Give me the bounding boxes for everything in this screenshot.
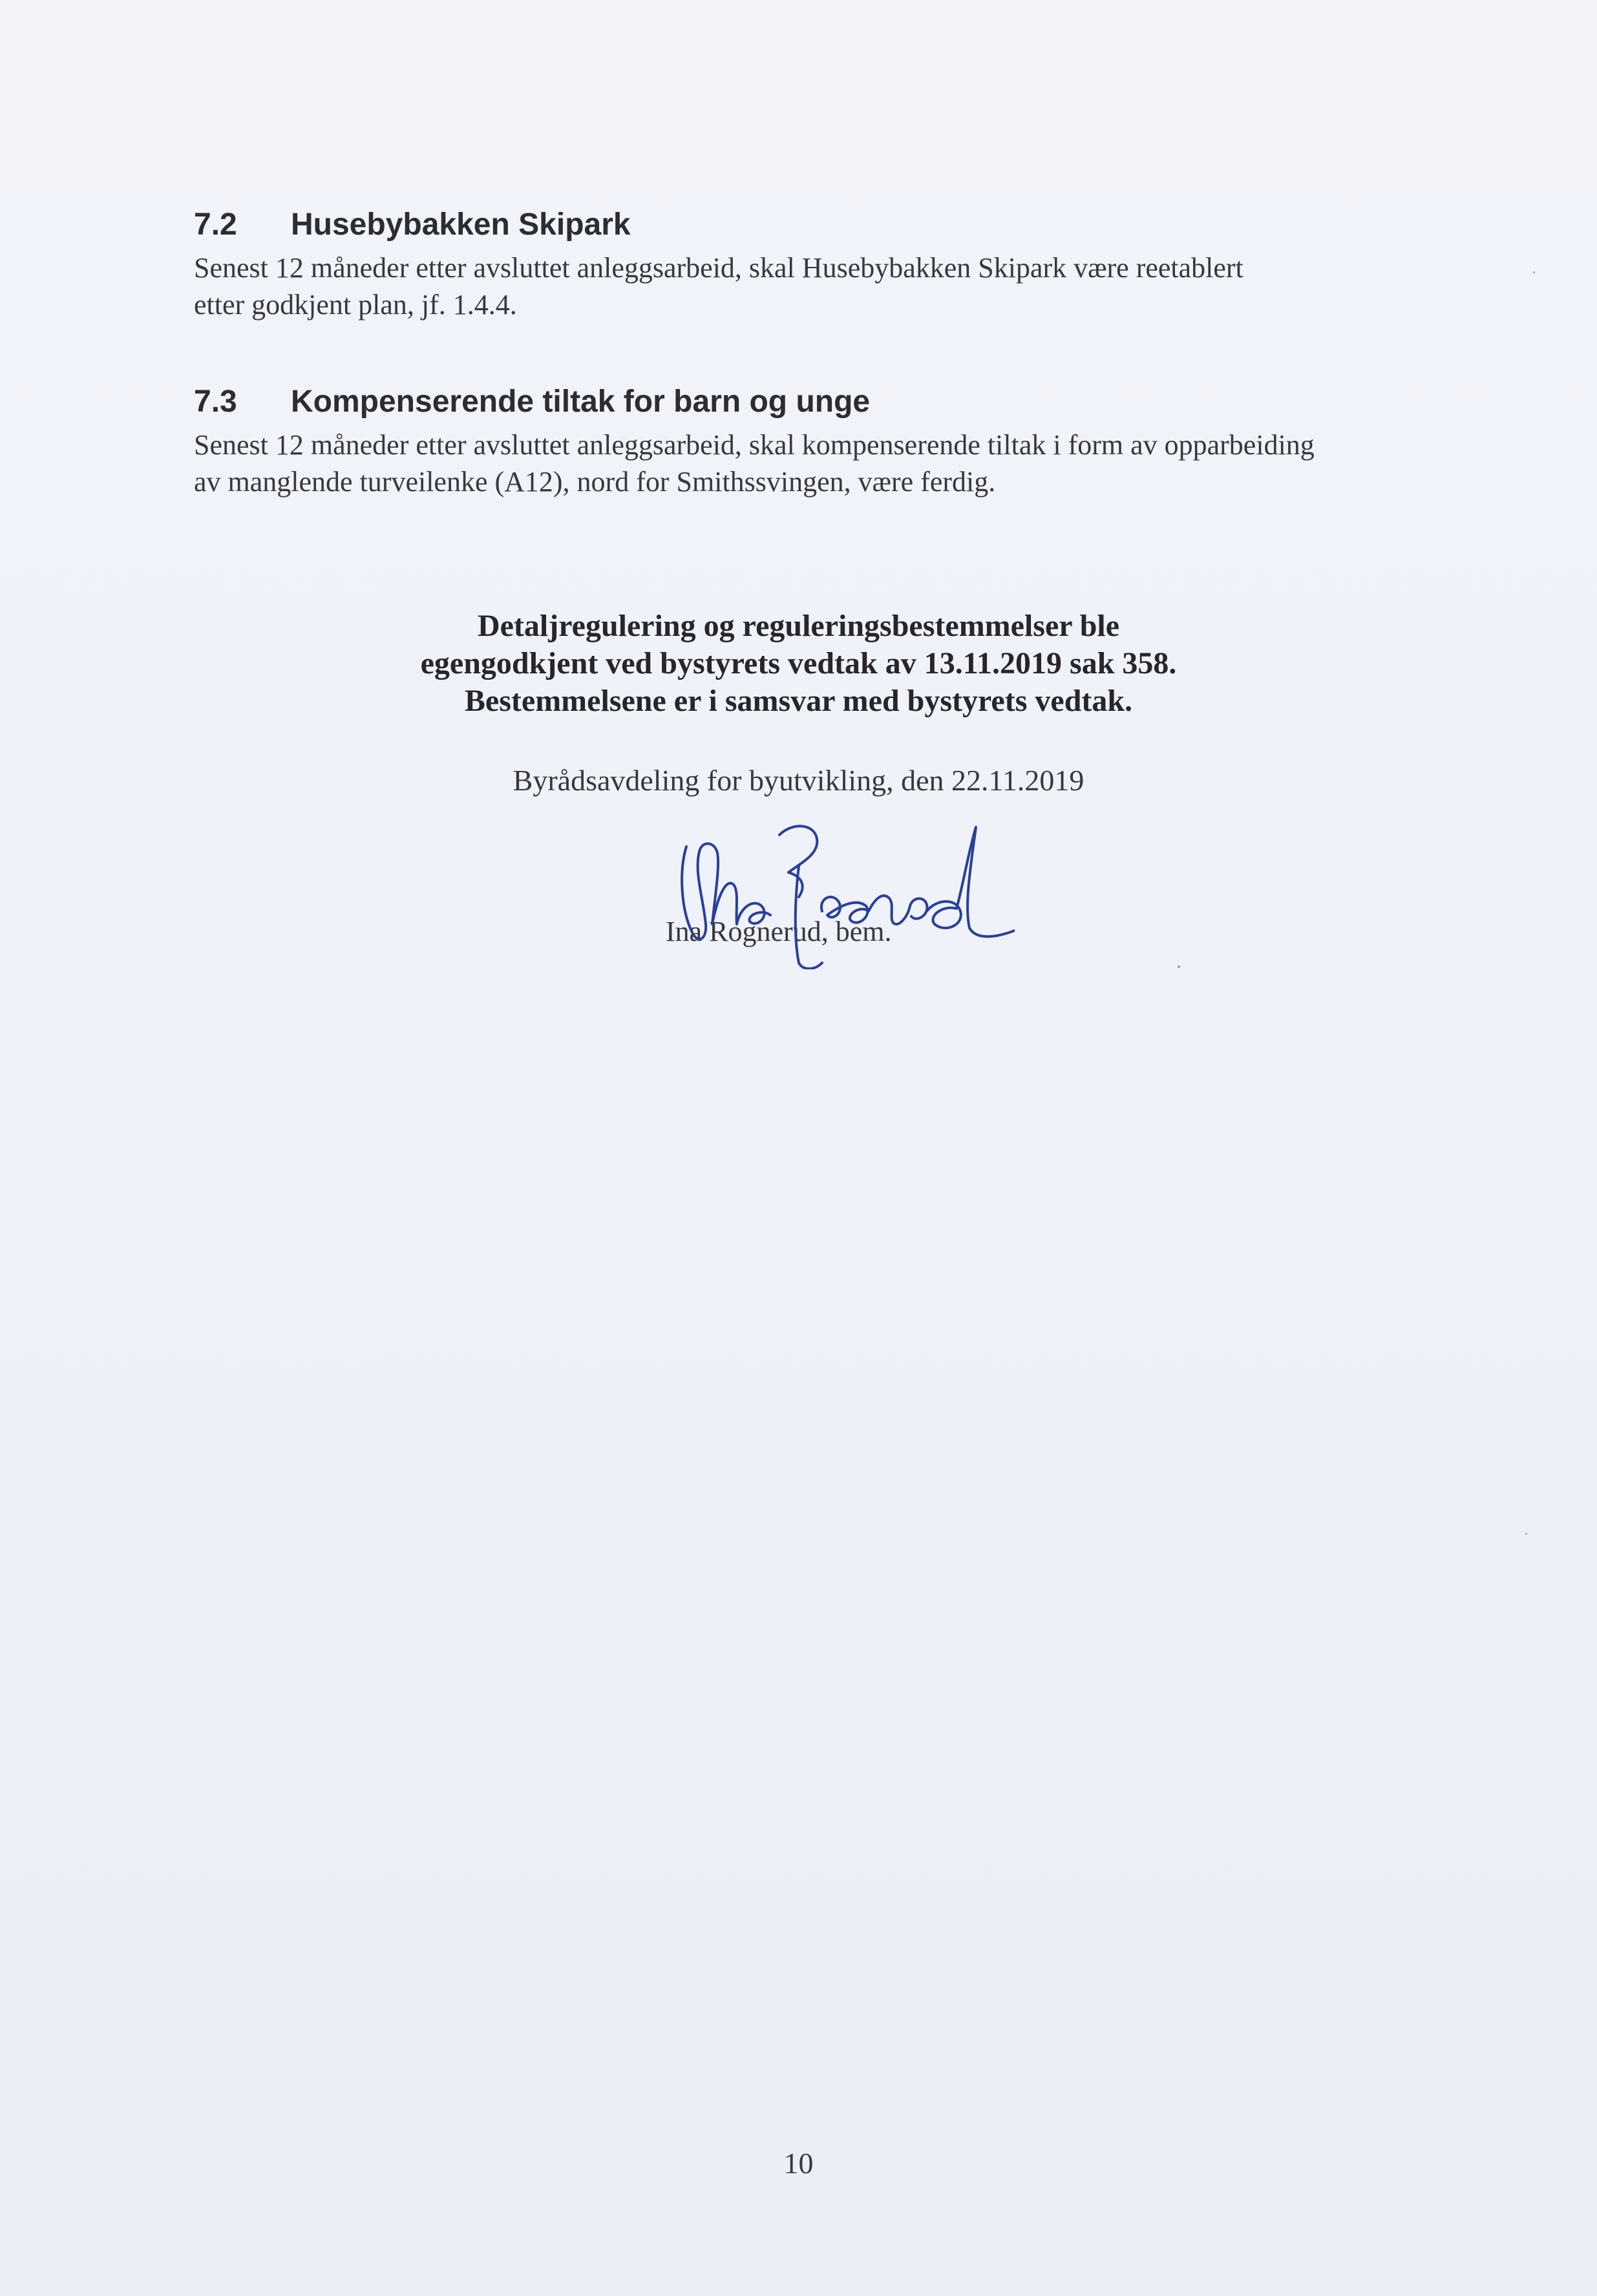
section-7-2 <box>194 205 1422 323</box>
scan-speck <box>1525 1533 1527 1535</box>
section-number: 7.2 <box>194 207 237 242</box>
body-line: Senest 12 måneder etter avsluttet anleggsarbeid, skal kompenserende tiltak i form av opparbeiding <box>194 429 1315 461</box>
signer-name: Ina Rognerud, bem. <box>666 916 892 947</box>
section-7-3 <box>194 383 1422 500</box>
section-title: Husebybakken Skipark <box>291 207 631 242</box>
handwritten-signature <box>653 801 1015 969</box>
scan-speck <box>1533 271 1535 273</box>
body-line: av manglende turveilenke (A12), nord for Smithssvingen, være ferdig. <box>194 466 996 498</box>
body-line: Senest 12 måneder etter avsluttet anleggsarbeid, skal Husebybakken Skipark være reetablert <box>194 252 1243 284</box>
section-heading <box>194 383 1422 421</box>
approval-statement <box>0 607 1597 720</box>
section-heading <box>194 205 1422 244</box>
scan-speck <box>1178 965 1180 968</box>
section-title: Kompenserende tiltak for barn og unge <box>291 384 871 419</box>
approval-line: egengodkjent ved bystyrets vedtak av 13.11.2019 sak 358. <box>420 646 1177 680</box>
approval-line: Detaljregulering og reguleringsbestemmelser ble <box>477 609 1120 643</box>
page-number: 10 <box>783 2147 814 2180</box>
section-body <box>194 427 1422 500</box>
signature-strokes <box>682 826 1015 969</box>
section-number: 7.3 <box>194 384 237 419</box>
department-date-line: Byrådsavdeling for byutvikling, den 22.11.2019 <box>513 764 1084 797</box>
approval-line: Bestemmelsene er i samsvar med bystyrets vedtak. <box>464 684 1133 718</box>
section-body <box>194 249 1422 323</box>
body-line: etter godkjent plan, jf. 1.4.4. <box>194 289 517 321</box>
